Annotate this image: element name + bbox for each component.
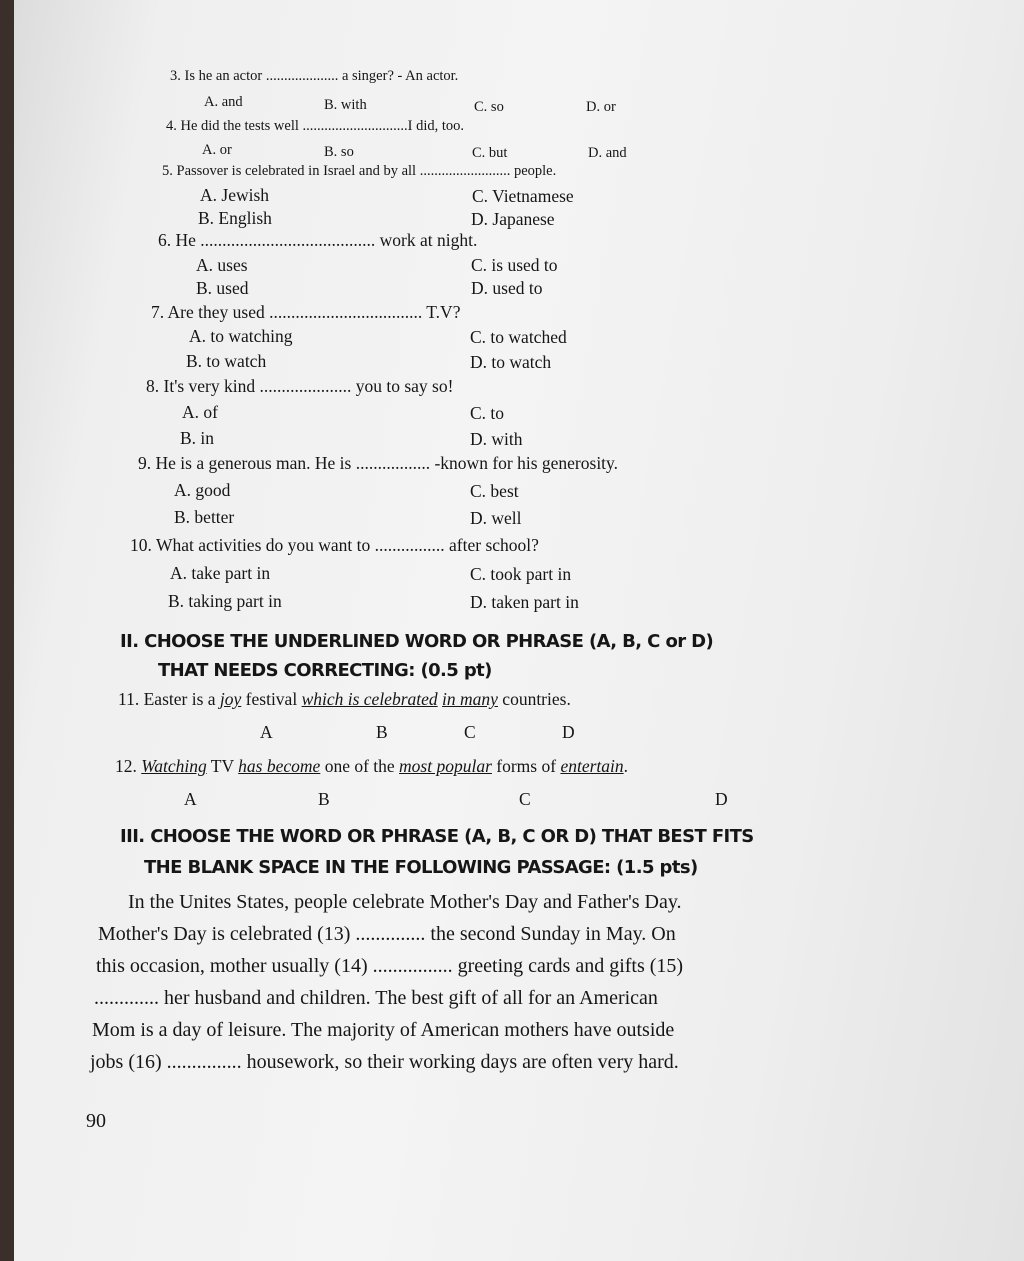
option-d: D. or — [586, 99, 616, 115]
label-c: C — [464, 722, 476, 742]
text-part: forms of — [491, 756, 561, 776]
question-text: Are they used ................................... T.V? — [167, 302, 461, 322]
option-b: B. with — [324, 97, 367, 113]
option-b: B. in — [180, 428, 215, 448]
question-text: He did the tests well .............................I did, too. — [180, 118, 465, 134]
worksheet-page — [14, 0, 1024, 1261]
option-d: D. to watch — [470, 352, 552, 372]
label-a: A — [184, 789, 197, 809]
section-2-heading-cont: THAT NEEDS CORRECTING: (0.5 pt) — [158, 660, 492, 681]
question-8 — [146, 376, 453, 397]
option-d: D. with — [470, 429, 523, 449]
text-part: countries. — [497, 689, 571, 709]
text-part: TV — [206, 756, 239, 776]
label-b: B — [318, 789, 330, 809]
question-number: 5. — [162, 163, 173, 179]
question-text: He is a generous man. He is ................. -known for his generosity. — [155, 453, 619, 473]
option-d: D. Japanese — [471, 209, 555, 229]
underlined-option-d: entertain — [560, 756, 624, 776]
question-4 — [166, 118, 464, 135]
page-number: 90 — [86, 1110, 106, 1132]
question-number: 8. — [146, 376, 160, 396]
option-c: C. so — [474, 99, 504, 115]
option-b: B. taking part in — [168, 591, 282, 611]
underlined-option-a: joy — [219, 689, 242, 709]
option-d: D. and — [588, 145, 627, 161]
option-c: C. best — [470, 481, 519, 501]
question-text: Is he an actor .................... a singer? - An actor. — [184, 68, 459, 84]
option-d: D. used to — [471, 278, 543, 298]
question-10 — [130, 535, 539, 556]
section-3-heading: III. CHOOSE THE WORD OR PHRASE (A, B, C OR D) THAT BEST FITS — [120, 826, 754, 847]
question-number: 10. — [130, 535, 152, 555]
option-a: A. of — [182, 402, 218, 422]
text-part: Easter is a — [143, 689, 220, 709]
option-b: B. English — [198, 208, 272, 228]
option-a: A. and — [204, 94, 243, 110]
passage-line: Mother's Day is celebrated (13) .............. the second Sunday in May. On — [98, 923, 676, 945]
underlined-option-b: has become — [238, 756, 321, 776]
question-number: 3. — [170, 68, 181, 84]
text-part: festival — [241, 689, 302, 709]
question-number: 12. — [115, 756, 137, 776]
underlined-option-b-c: which is celebrated — [301, 689, 438, 709]
question-text: It's very kind ..................... you to say so! — [163, 376, 454, 396]
option-c: C. to watched — [470, 327, 567, 347]
label-d: D — [715, 789, 728, 809]
text-part: one of the — [320, 756, 400, 776]
section-2-heading: II. CHOOSE THE UNDERLINED WORD OR PHRASE (A, B, C or D) — [120, 631, 714, 652]
question-number: 11. — [118, 689, 140, 709]
option-a: A. Jewish — [200, 185, 270, 205]
question-number: 7. — [151, 302, 165, 322]
option-a: A. good — [174, 480, 231, 500]
option-b: B. better — [174, 507, 235, 527]
question-number: 4. — [166, 118, 177, 134]
passage-line: Mom is a day of leisure. The majority of American mothers have outside — [92, 1019, 675, 1041]
option-a: A. to watching — [189, 326, 293, 346]
question-7 — [151, 302, 460, 323]
label-d: D — [562, 722, 575, 742]
question-9 — [138, 453, 618, 474]
underlined-option-a: Watching — [141, 756, 207, 776]
question-11 — [118, 689, 571, 710]
option-c: C. to — [470, 403, 505, 423]
question-5 — [162, 163, 556, 180]
passage-line: In the Unites States, people celebrate Mother's Day and Father's Day. — [128, 891, 682, 913]
question-number: 6. — [158, 230, 172, 250]
option-c: C. is used to — [471, 255, 558, 275]
option-a: A. take part in — [170, 563, 271, 583]
label-a: A — [260, 722, 273, 742]
option-d: D. taken part in — [470, 592, 579, 612]
option-a: A. or — [202, 142, 232, 158]
underlined-option-c: most popular — [399, 756, 492, 776]
label-c: C — [519, 789, 531, 809]
underlined-option-d: in many — [442, 689, 498, 709]
passage-line: ............. her husband and children. The best gift of all for an American — [94, 987, 658, 1009]
question-text: Passover is celebrated in Israel and by all ......................... people. — [176, 163, 557, 179]
question-text: What activities do you want to ................ after school? — [155, 535, 539, 555]
text-part: . — [623, 756, 628, 776]
question-text: He ........................................ work at night. — [175, 230, 478, 250]
passage-line: this occasion, mother usually (14) ................ greeting cards and gifts (15) — [96, 955, 684, 977]
option-a: A. uses — [196, 255, 248, 275]
question-12 — [115, 756, 628, 777]
option-b: B. used — [196, 278, 249, 298]
question-3 — [170, 68, 458, 85]
label-b: B — [376, 722, 388, 742]
question-6 — [158, 230, 477, 251]
section-3-heading-cont: THE BLANK SPACE IN THE FOLLOWING PASSAGE: (1.5 pts) — [144, 857, 698, 878]
option-b: B. to watch — [186, 351, 267, 371]
option-c: C. Vietnamese — [472, 186, 574, 206]
option-c: C. took part in — [470, 564, 572, 584]
option-b: B. so — [324, 144, 354, 160]
option-d: D. well — [470, 508, 522, 528]
question-number: 9. — [138, 453, 152, 473]
passage-line: jobs (16) ............... housework, so their working days are often very hard. — [90, 1051, 679, 1073]
option-c: C. but — [472, 145, 508, 161]
